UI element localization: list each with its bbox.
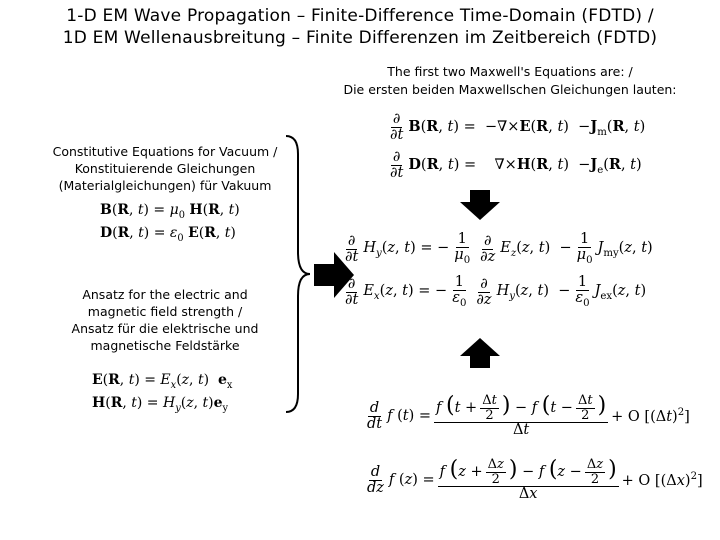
constitutive-line-2: Konstituierende Gleichungen [74,161,256,176]
constitutive-equation-b: B(R, $t) = \mu_0$ H(R, t) [100,202,240,221]
title-line-2: 1D EM Wellenausbreitung – Finite Differenzen im Zeitbereich (FDTD) [62,28,658,48]
finite-difference-space: $\frac{d}{dz}$ f (z) = f (z + $\frac{\Delta z}{2}$ ) − f (z − $\frac{\Delta z}{2}$ ) Δx + O $[(\Delta x)^2]$ [367,457,703,503]
finite-difference-time: $\frac{d}{dt}$ f (t) = f (t + $\frac{\Delta t}{2}$ ) − f (t − $\frac{\Delta t}{2}$ ) Δt + O $[(\Delta t)^2]$ [367,393,690,439]
curly-brace [282,134,312,414]
ansatz-line-1: Ansatz for the electric and [82,287,248,302]
title-line-1: 1-D EM Wave Propagation – Finite-Difference Time-Domain (FDTD) / [66,6,654,26]
constitutive-line-3: (Materialgleichungen) für Vakuum [58,178,272,193]
arrow-up-icon [460,338,500,368]
ansatz-line-2: magnetic field strength / [87,304,243,319]
maxwell-intro-line-1: The first two Maxwell's Equations are: / [387,64,633,79]
constitutive-line-1: Constitutive Equations for Vacuum / [52,144,278,159]
maxwell-equation-1: $\frac{\partial}{\partial t}$ B(R, t) = −∇×E(R, $t) -J_m(R$, t) [390,111,646,144]
ansatz-line-4: magnetische Feldstärke [90,338,240,353]
ansatz-line-3: Ansatz für die elektrische und [71,321,259,336]
arrow-down-icon [460,190,500,220]
ansatz-equation-e: E(R, $t) = E_x(z$, t) $e_x$ [92,372,233,391]
ansatz-equation-h: H(R, $t) = H_y(z$, $t)e_y$ [92,395,229,414]
constitutive-equation-d: D(R, $t) = \varepsilon_0$ E(R, t) [100,225,236,244]
fdtd-equation-hy: $\frac{\partial}{\partial t}$ $H_y(z$, t) = − $\frac{1}{\mu_0}$ $\frac{\partial}{\partial z}$ $E_z(z$, t) − $\frac{1}{\mu_0}$ $J_{my}(z$, t) [345,231,653,267]
maxwell-equation-2: $\frac{\partial}{\partial t}$ D(R, t) = ∇×H(R, $t) -J_e(R$, t) [390,149,642,182]
fdtd-equation-ex: $\frac{\partial}{\partial t}$ $E_x(z$, t) = − $\frac{1}{\varepsilon_0}$ $\frac{\partial}{\partial z}$ $H_y(z$, t) − $\frac{1}{\varepsilon_0}$ $J_{ex}(z$, t) [345,274,647,310]
maxwell-intro-line-2: Die ersten beiden Maxwellschen Gleichungen lauten: [343,82,677,97]
